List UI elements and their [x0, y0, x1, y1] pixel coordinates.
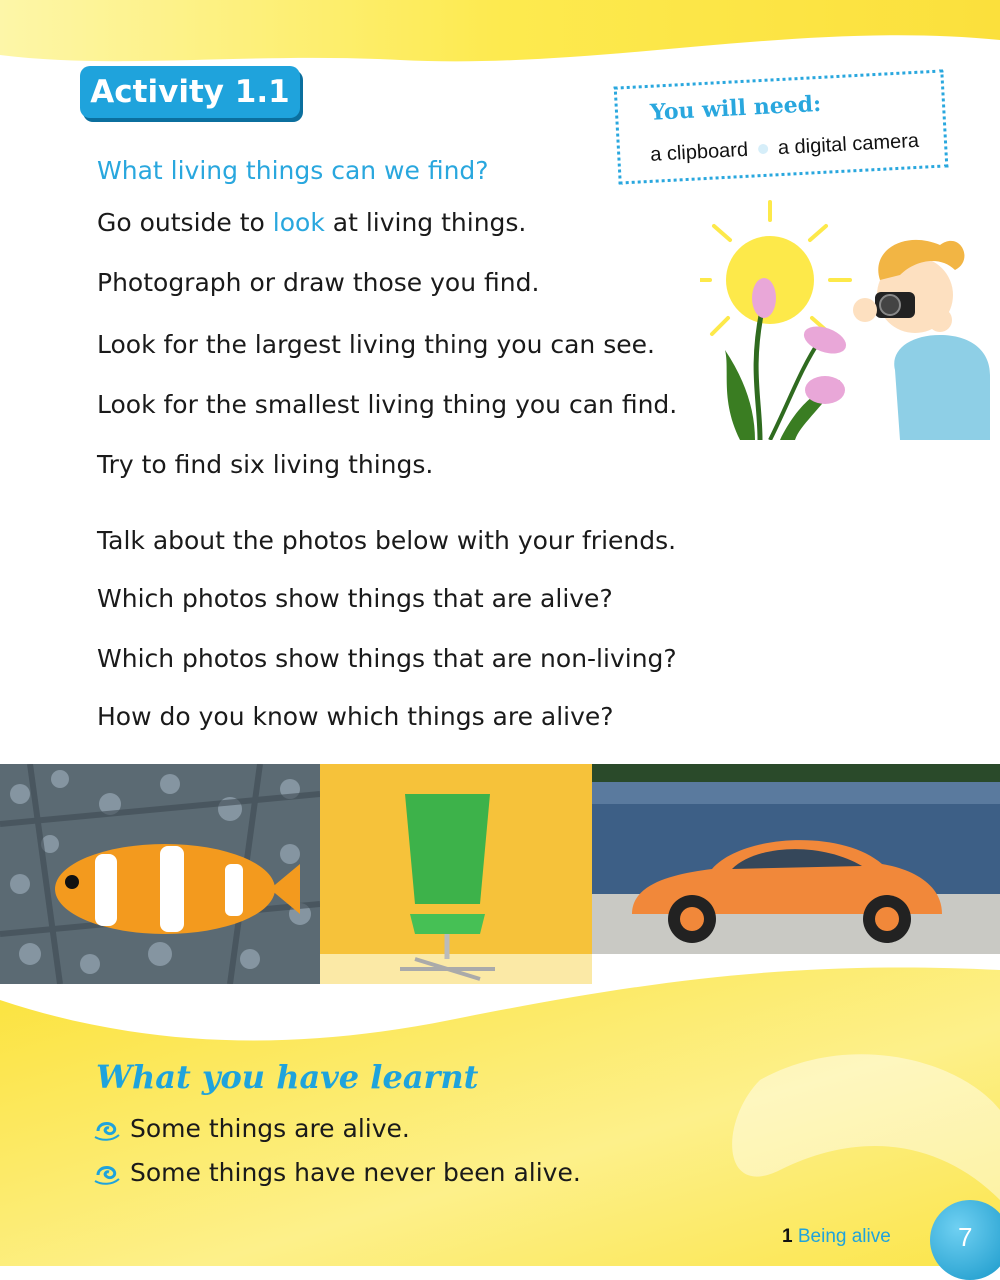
learnt-item-text: Some things are alive.	[130, 1114, 410, 1143]
you-will-need-box	[614, 69, 949, 184]
instruction-line-3: Look for the largest living thing you can see.	[97, 330, 655, 359]
instruction-line-2: Photograph or draw those you find.	[97, 268, 540, 297]
swirl-bullet-icon	[92, 1161, 122, 1187]
chapter-title: Being alive	[797, 1226, 891, 1247]
activity-question: What living things can we find?	[97, 156, 489, 185]
need-item-clipboard: a clipboard	[649, 138, 749, 166]
discussion-line-4: How do you know which things are alive?	[97, 702, 614, 731]
learnt-item-2	[92, 1158, 581, 1187]
photo-orange-car	[592, 764, 1000, 954]
you-will-need-items	[650, 130, 920, 167]
photo-green-chair	[320, 764, 592, 984]
instruction-line-4: Look for the smallest living thing you can find.	[97, 390, 678, 419]
clownfish-icon	[0, 764, 320, 984]
green-chair-icon	[320, 764, 592, 984]
you-will-need-title: You will need:	[649, 90, 822, 126]
learnt-title: What you have learnt	[96, 1058, 479, 1096]
discussion-line-3: Which photos show things that are non-living?	[97, 644, 677, 673]
glossary-link-look[interactable]: look	[272, 208, 325, 237]
instruction-text: at living things.	[324, 208, 527, 237]
child-with-camera-icon	[853, 240, 990, 440]
bullet-dot-icon	[758, 143, 769, 154]
learnt-item-text: Some things have never been alive.	[130, 1158, 581, 1187]
bottom-yellow-band	[0, 940, 1000, 1266]
chapter-footer	[782, 1226, 891, 1248]
need-item-camera: a digital camera	[777, 129, 920, 160]
discussion-line-1: Talk about the photos below with your friends.	[97, 526, 677, 555]
discussion-line-2: Which photos show things that are alive?	[97, 584, 613, 613]
page-number: 7	[958, 1222, 973, 1252]
instruction-line-1	[97, 208, 526, 237]
instruction-line-5: Try to find six living things.	[97, 450, 434, 479]
activity-badge: Activity 1.1	[80, 66, 300, 118]
orange-car-icon	[592, 764, 1000, 954]
swirl-bullet-icon	[92, 1117, 122, 1143]
chapter-number: 1	[782, 1226, 793, 1247]
instruction-text: Go outside to	[97, 208, 273, 237]
photo-clownfish	[0, 764, 320, 984]
learnt-item-1	[92, 1114, 410, 1143]
child-photographing-flowers-illustration	[700, 200, 990, 440]
page-number-badge	[930, 1200, 1000, 1280]
sun-icon	[700, 202, 850, 334]
